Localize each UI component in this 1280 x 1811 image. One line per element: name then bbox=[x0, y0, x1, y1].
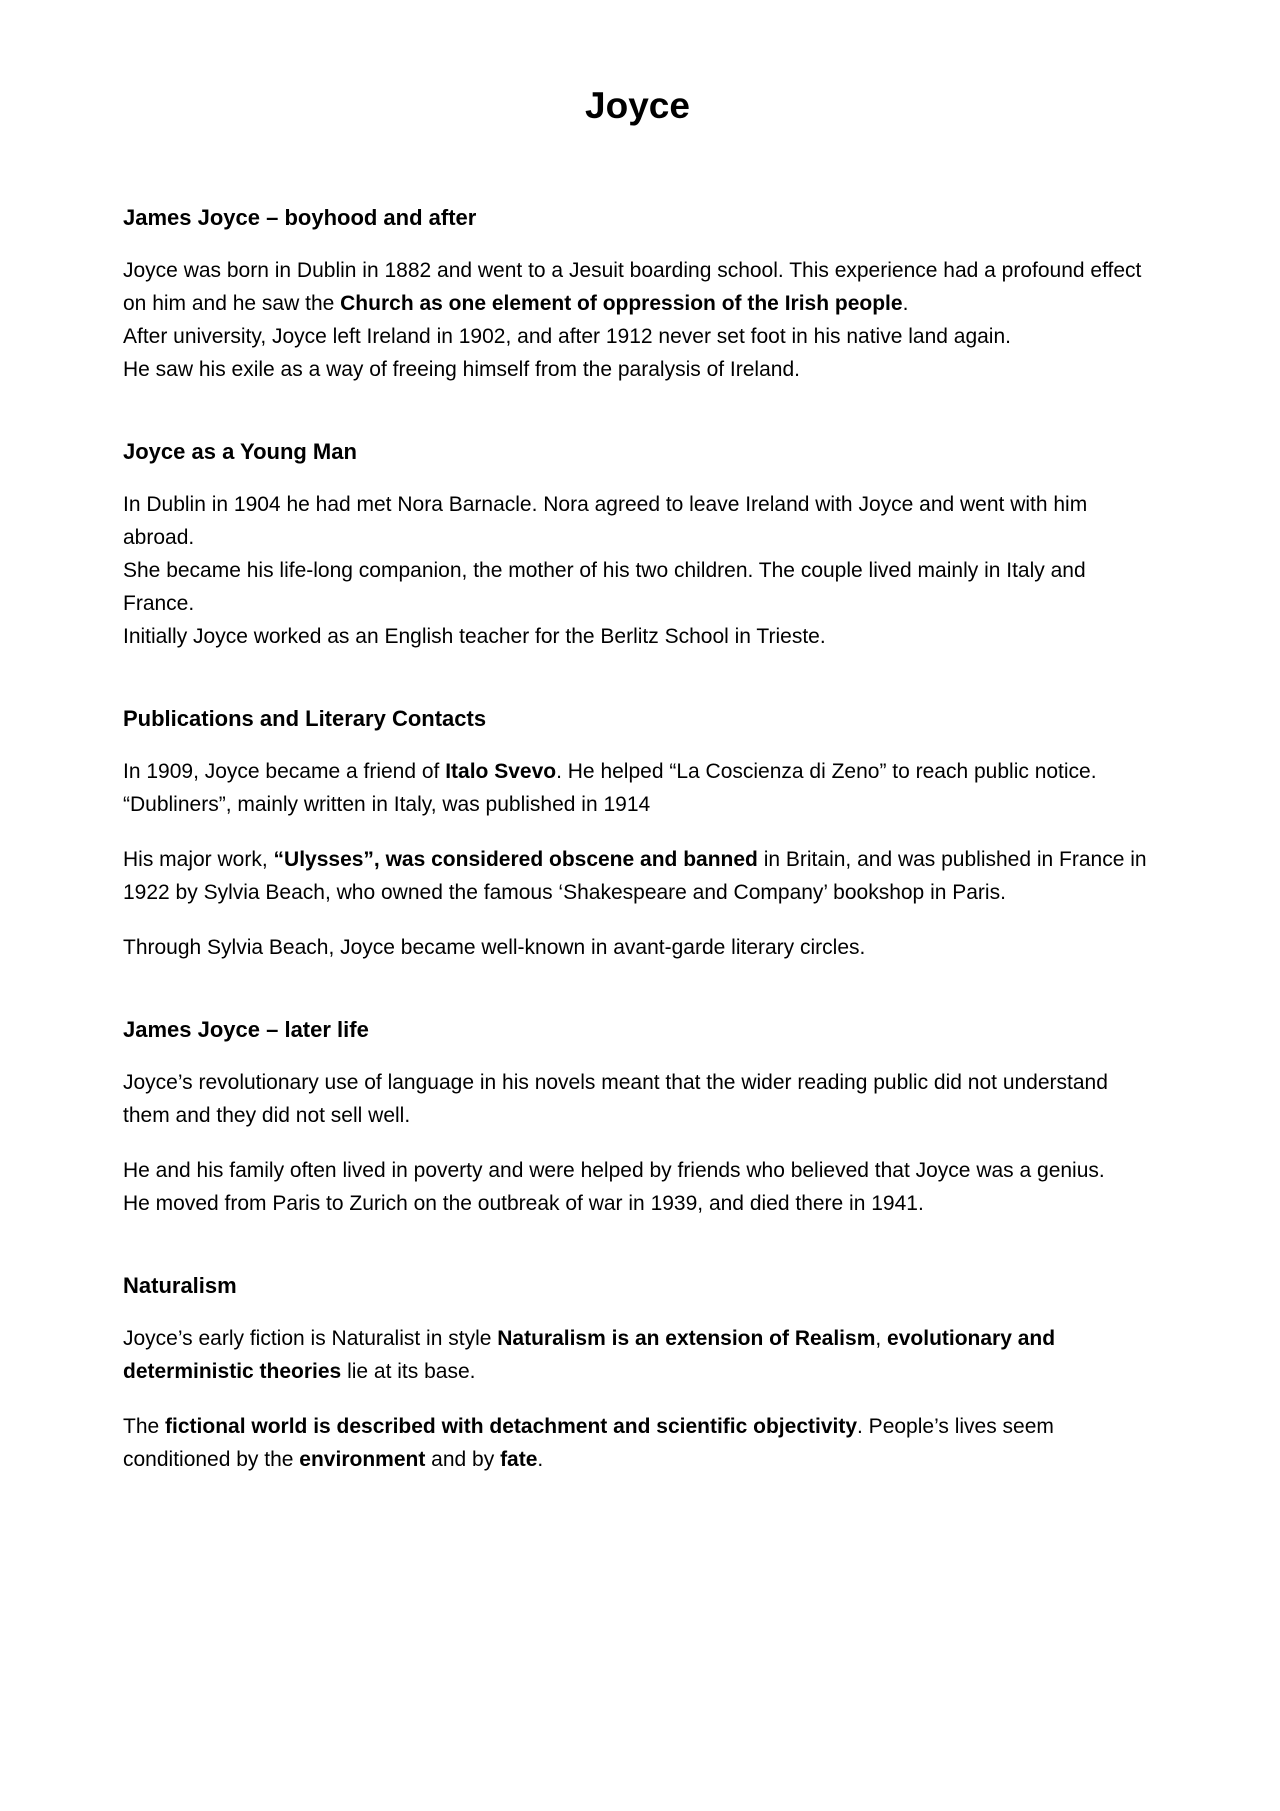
bold-text-run: Church as one element of oppression of the Irish people bbox=[340, 292, 903, 315]
text-run: The bbox=[123, 1415, 166, 1438]
paragraph bbox=[123, 843, 1152, 909]
section-heading: James Joyce – boyhood and after bbox=[123, 205, 477, 230]
section-heading: Joyce as a Young Man bbox=[123, 439, 357, 464]
page-title: Joyce bbox=[585, 85, 690, 126]
text-run: . bbox=[537, 1448, 544, 1471]
paragraph bbox=[123, 488, 1152, 653]
section-heading: Naturalism bbox=[123, 1273, 237, 1298]
text-line: In Dublin in 1904 he had met Nora Barnacle. Nora agreed to leave Ireland with Joyce and went with him abroad. bbox=[123, 493, 1088, 549]
section-young-man bbox=[123, 436, 1152, 653]
bold-text-run: environment bbox=[299, 1448, 426, 1471]
paragraph bbox=[123, 1322, 1152, 1388]
bold-text-run: fate bbox=[500, 1448, 538, 1471]
text-run: in Britain, and was published in France in 1922 by Sylvia Beach, who owned the famous ‘Shakespeare and Company’ bookshop in Paris. bbox=[123, 848, 1147, 904]
section-publications bbox=[123, 703, 1152, 964]
text-run: His major work, bbox=[123, 848, 274, 871]
paragraph bbox=[123, 1154, 1152, 1220]
text-line: “Dubliners”, mainly written in Italy, was published in 1914 bbox=[123, 793, 651, 816]
text-run: . He helped “La Coscienza di Zeno” to reach public notice. bbox=[556, 760, 1097, 783]
section-heading: Publications and Literary Contacts bbox=[123, 706, 487, 731]
bold-text-run: evolutionary and deterministic theories bbox=[123, 1327, 1056, 1383]
bold-text-run: Naturalism is an extension of Realism bbox=[497, 1327, 876, 1350]
text-run: Joyce was born in Dublin in 1882 and went to a Jesuit boarding school. This experience had a profound effect on him and he saw the bbox=[123, 259, 1142, 315]
section-boyhood bbox=[123, 202, 1152, 386]
text-line: He saw his exile as a way of freeing himself from the paralysis of Ireland. bbox=[123, 358, 800, 381]
paragraph bbox=[123, 1410, 1152, 1476]
text-run: and by bbox=[425, 1448, 501, 1471]
bold-text-run: Italo Svevo bbox=[445, 760, 557, 783]
text-run: In 1909, Joyce became a friend of bbox=[123, 760, 446, 783]
section-later-life bbox=[123, 1014, 1152, 1220]
bold-text-run: “Ulysses”, was considered obscene and banned bbox=[273, 848, 758, 871]
text-run: lie at its base. bbox=[341, 1360, 476, 1383]
paragraph bbox=[123, 254, 1152, 386]
paragraph: Joyce’s revolutionary use of language in his novels meant that the wider reading public did not understand them and they did not sell well. bbox=[123, 1071, 1108, 1127]
text-run: Joyce’s early fiction is Naturalist in style bbox=[123, 1327, 498, 1350]
text-run: . People’s lives seem conditioned by the bbox=[123, 1415, 1054, 1471]
section-heading: James Joyce – later life bbox=[123, 1017, 369, 1042]
text-line: He moved from Paris to Zurich on the outbreak of war in 1939, and died there in 1941. bbox=[123, 1192, 924, 1215]
text-run: . bbox=[902, 292, 909, 315]
text-line: Initially Joyce worked as an English teacher for the Berlitz School in Trieste. bbox=[123, 625, 826, 648]
text-run: , bbox=[875, 1327, 888, 1350]
bold-text-run: fictional world is described with detachment and scientific objectivity bbox=[165, 1415, 858, 1438]
text-line: He and his family often lived in poverty and were helped by friends who believed that Joyce was a genius. bbox=[123, 1159, 1105, 1182]
paragraph bbox=[123, 755, 1152, 821]
text-line: She became his life-long companion, the mother of his two children. The couple lived mainly in Italy and France. bbox=[123, 559, 1086, 615]
text-line: After university, Joyce left Ireland in 1902, and after 1912 never set foot in his native land again. bbox=[123, 325, 1011, 348]
section-naturalism bbox=[123, 1270, 1152, 1476]
paragraph: Through Sylvia Beach, Joyce became well-known in avant-garde literary circles. bbox=[123, 936, 866, 959]
